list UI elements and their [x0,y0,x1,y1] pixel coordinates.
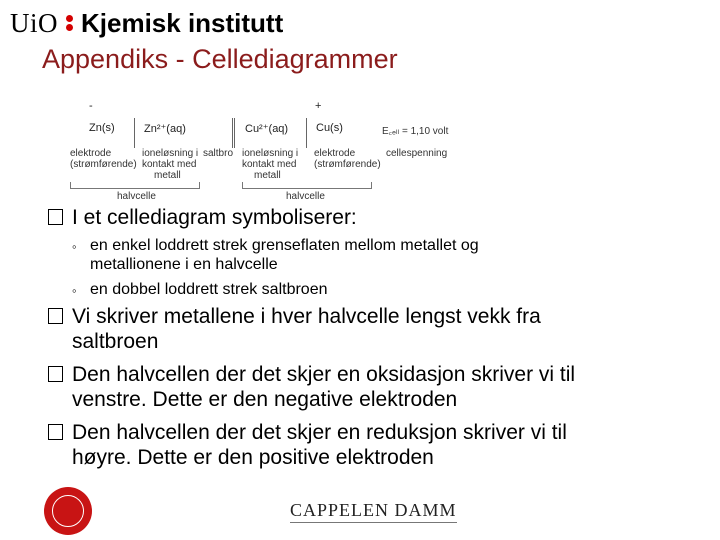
cu-label: Cu(s) [316,122,343,134]
bullet-4-line-1: Den halvcellen der det skjer en reduksjon skriver vi til [72,421,567,444]
checkbox-bullet-icon [48,209,63,225]
institute-name: Kjemisk institutt [81,7,284,38]
bullet-3-line-2: venstre. Dette er den negative elektroden [72,388,458,411]
double-line-saltbridge [232,118,235,148]
checkbox-bullet-icon [48,366,63,382]
sub-bullet-2 [48,280,708,299]
electrode-left-2: (strømførende) [70,159,137,170]
sub-bullet-1-line-2: metallionene i en halvcelle [90,256,278,273]
solution-left-3: metall [154,170,181,181]
ring-bullet-icon: ◦ [72,283,77,298]
ring-bullet-icon: ◦ [72,239,77,254]
halfcell-left-bracket [70,182,200,189]
plus-sign: + [315,100,322,112]
bullet-3 [48,362,708,412]
single-line-right [306,118,307,148]
bullet-1 [48,205,708,230]
bullet-4-line-2: høyre. Dette er den positive elektroden [72,446,434,469]
cappelen-damm-logo: CAPPELEN DAMM [290,500,457,523]
electrode-left-1: elektrode [70,148,112,159]
uio-seal-logo [44,487,92,535]
electrode-right-2: (strømførende) [314,159,381,170]
cell-diagram [62,98,462,202]
solution-right-1: ioneløsning i [242,148,299,159]
bullet-2-line-2: saltbroen [72,330,159,353]
checkbox-bullet-icon [48,424,63,440]
ecell-label: E꜀ₑₗₗ = 1,10 volt [382,126,449,137]
halfcell-left-label: halvcelle [117,191,156,202]
halfcell-right-bracket [242,182,372,189]
bullet-2 [48,304,708,354]
bullet-4 [48,420,708,470]
sub-bullet-1-line-1: en enkel loddrett strek grenseflaten mellom metallet og [90,237,479,254]
checkbox-bullet-icon [48,308,63,324]
cu-ion-label: Cu²⁺(aq) [245,123,289,135]
saltbridge-label: saltbro [203,148,234,159]
uio-logo-dots-icon [66,14,73,32]
uio-logo-text: UiO [10,7,58,38]
bullet-list [48,205,708,470]
sub-bullet-2-text: en dobbel loddrett strek saltbroen [90,281,328,298]
solution-left-1: ioneløsning i [142,148,199,159]
electrode-right-1: elektrode [314,148,356,159]
bullet-1-text: I et cellediagram symboliserer: [72,206,357,229]
solution-right-3: metall [254,170,281,181]
zn-ion-label: Zn²⁺(aq) [144,123,186,135]
zn-label: Zn(s) [89,122,115,134]
bullet-3-line-1: Den halvcellen der det skjer en oksidasjon skriver vi til [72,363,576,386]
solution-left-2: kontakt med [142,159,197,170]
halfcell-right-label: halvcelle [286,191,325,202]
header [10,8,283,38]
single-line-left [134,118,135,148]
page-title: Appendiks - Cellediagrammer [42,44,398,74]
bullet-2-line-1: Vi skriver metallene i hver halvcelle lengst vekk fra [72,305,541,328]
minus-sign: - [89,100,93,112]
solution-right-2: kontakt med [242,159,297,170]
sub-bullet-1 [48,236,708,274]
cellvoltage-label: cellespenning [386,148,448,159]
